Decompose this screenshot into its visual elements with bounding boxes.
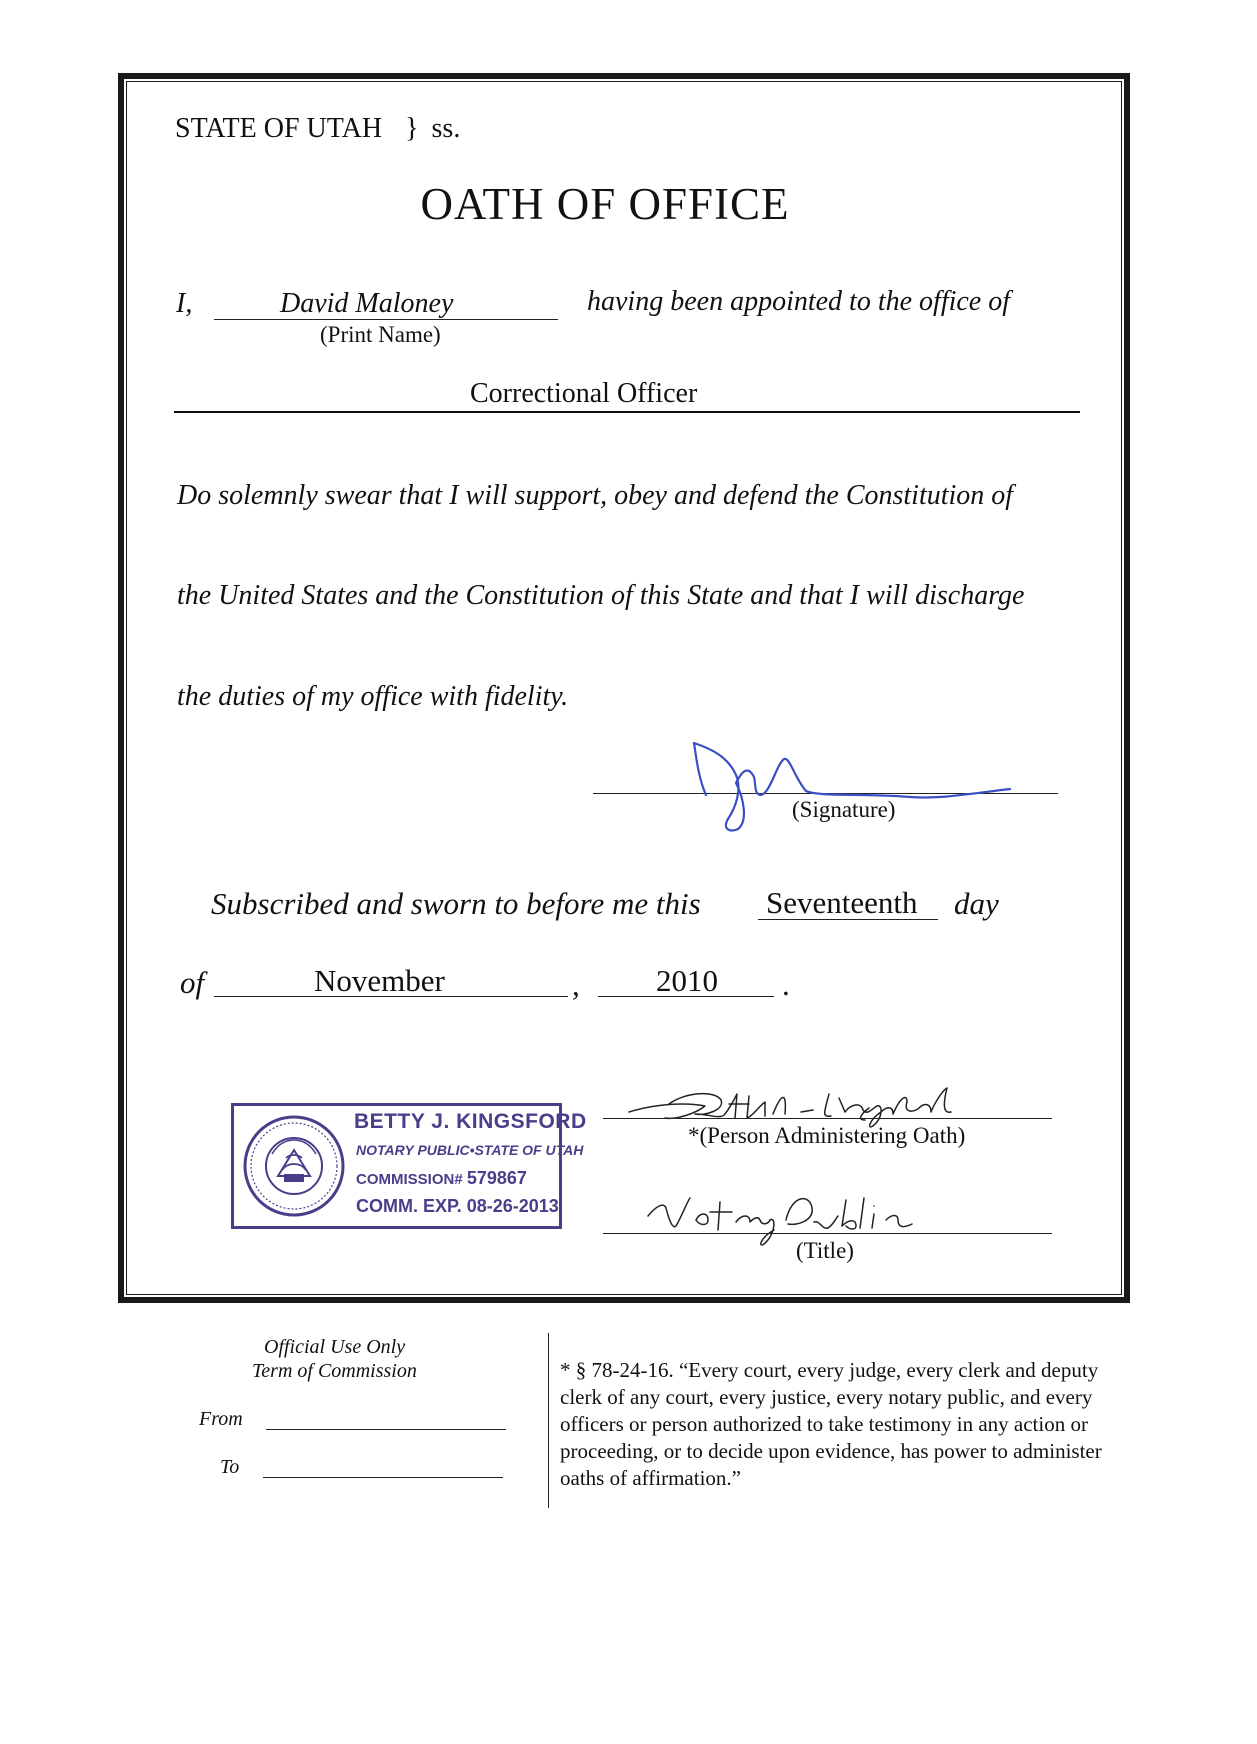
to-line — [263, 1477, 503, 1478]
print-name-caption: (Print Name) — [320, 322, 441, 347]
oath-line-3: the duties of my office with fidelity. — [177, 681, 569, 712]
title-caption: (Title) — [796, 1238, 854, 1263]
administering-caption: *(Person Administering Oath) — [688, 1123, 966, 1148]
office-value: Correctional Officer — [470, 378, 698, 409]
office-line — [174, 411, 1080, 413]
appointment-prefix: I, — [176, 288, 193, 319]
of-word: of — [180, 965, 205, 1000]
from-label: From — [199, 1408, 243, 1430]
state-heading — [175, 113, 460, 145]
subscribed-text: Subscribed and sworn to before me this — [211, 886, 701, 921]
print-name-value: David Maloney — [280, 288, 454, 319]
appointment-text: having been appointed to the office of — [587, 286, 1011, 317]
month-line — [214, 996, 568, 997]
official-use-label: Official Use Only — [264, 1336, 406, 1358]
page-title: OATH OF OFFICE — [420, 179, 790, 229]
signature-caption: (Signature) — [792, 797, 896, 822]
footer-divider — [548, 1333, 549, 1508]
state-seal-icon — [242, 1114, 346, 1218]
to-label: To — [220, 1456, 240, 1478]
month-value: November — [314, 963, 445, 998]
period: . — [782, 967, 790, 1002]
state-name: STATE OF UTAH — [175, 113, 383, 144]
statute-text: * § 78-24-16. “Every court, every judge, every clerk and deputy clerk of any court, every justice, every notary public, and every officers or person authorized to take testimony in any action or proceeding, or to decide upon evidence, has power to administer oaths of affirmation.” — [560, 1358, 1102, 1490]
notary-stamp — [231, 1103, 587, 1229]
year-line — [598, 996, 774, 997]
year-value: 2010 — [656, 963, 718, 998]
day-line — [758, 919, 938, 920]
stamp-name: BETTY J. KINGSFORD — [354, 1110, 587, 1133]
oath-line-2: the United States and the Constitution of this State and that I will discharge — [177, 580, 1025, 611]
stamp-commission-no: 579867 — [466, 1168, 527, 1188]
term-of-commission-label: Term of Commission — [252, 1360, 417, 1382]
brace: } — [405, 113, 419, 144]
stamp-commission-label: COMMISSION# — [356, 1171, 463, 1188]
day-value: Seventeenth — [766, 885, 918, 920]
stamp-commission — [356, 1168, 527, 1189]
ss-abbrev: ss. — [431, 113, 461, 144]
stamp-expiration: COMM. EXP. 08-26-2013 — [356, 1196, 559, 1216]
oath-line-1: Do solemnly swear that I will support, obey and defend the Constitution of — [177, 480, 1014, 511]
day-word: day — [954, 886, 999, 921]
print-name-line — [214, 319, 558, 320]
from-line — [266, 1429, 506, 1430]
comma: , — [572, 967, 580, 1002]
stamp-notary-state: NOTARY PUBLIC•STATE OF UTAH — [356, 1142, 584, 1158]
